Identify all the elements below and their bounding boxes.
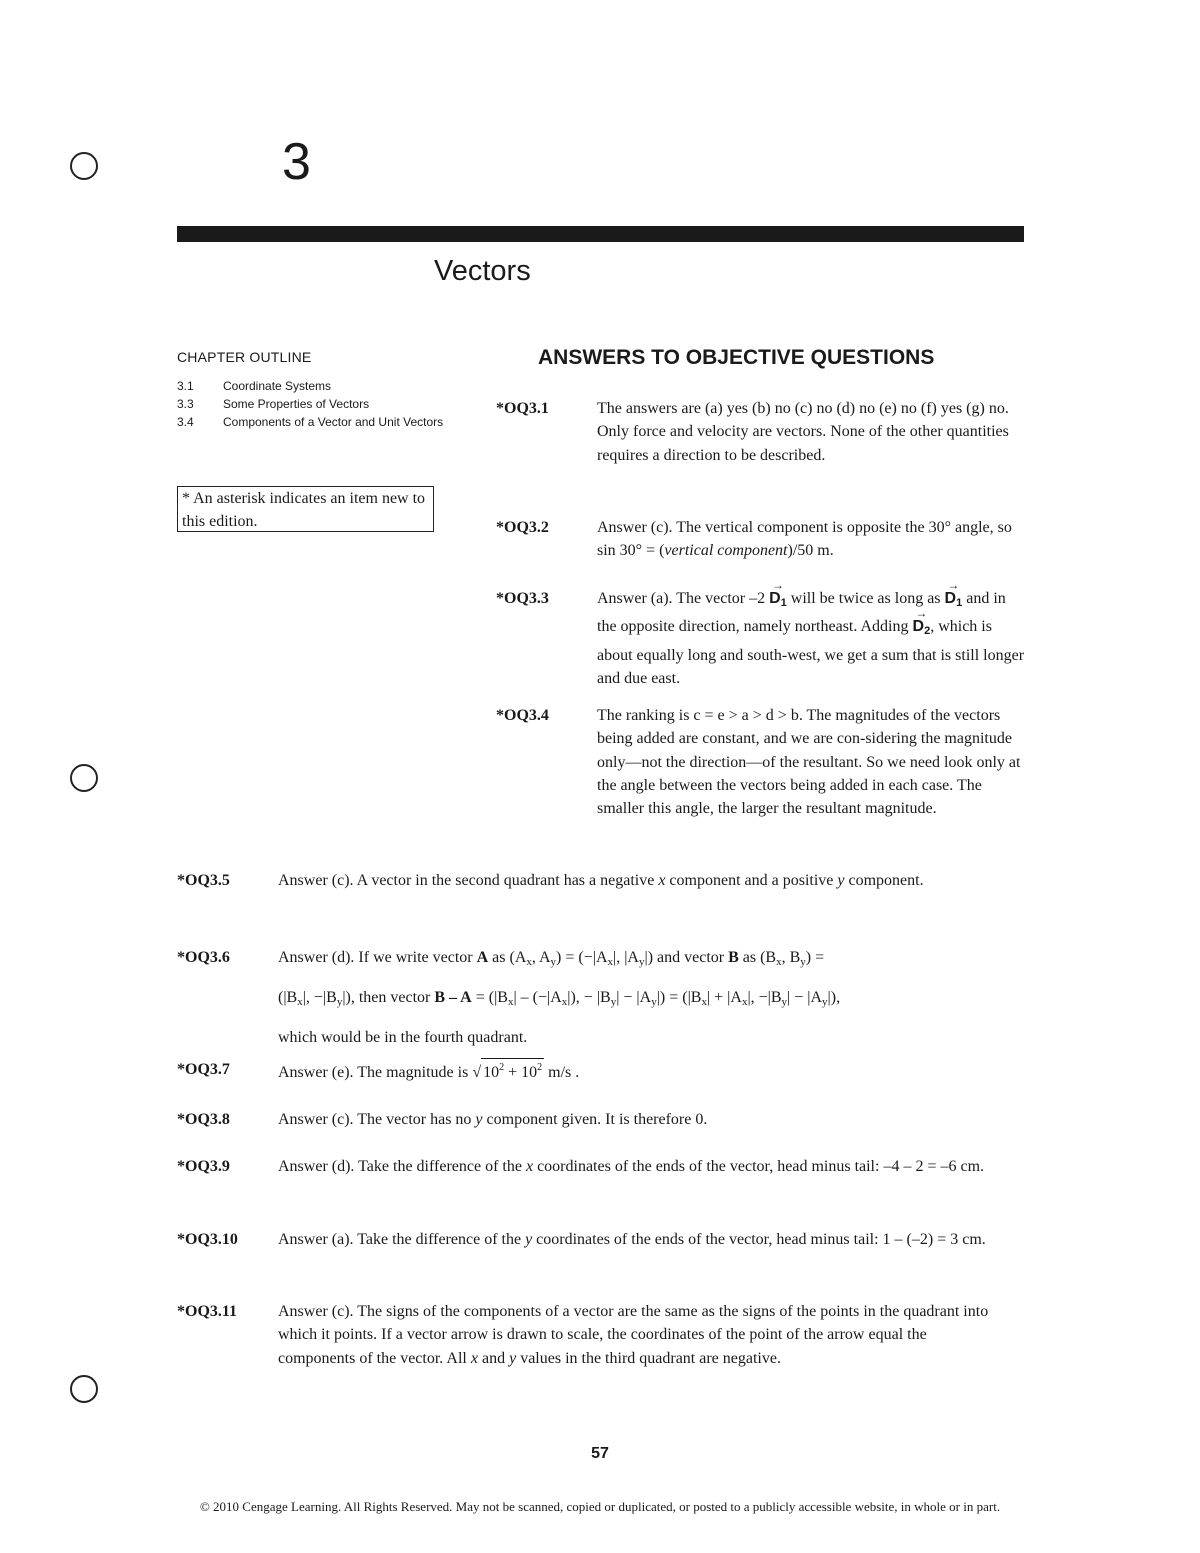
text: Answer (c). A vector in the second quadrant has a negative <box>278 872 655 889</box>
text: coordinates of the ends of the vector, head minus tail: 1 – (–2) = 3 cm. <box>536 1231 986 1248</box>
bold-vector: B – A <box>434 989 472 1006</box>
text: m/s . <box>548 1064 580 1081</box>
text: Answer (a). Take the difference of the <box>278 1231 522 1248</box>
punch-hole-middle <box>70 764 98 792</box>
chapter-title: Vectors <box>434 255 531 287</box>
text: coordinates of the ends of the vector, head minus tail: –4 – 2 = –6 cm. <box>537 1158 985 1175</box>
text: Answer (c). The vector has no <box>278 1111 472 1128</box>
answer-text: The ranking is c = e > a > d > b. The magnitudes of the vectors being added are constant, and we are con-sidering the magnitude only—not the direction—of the resultant. So we need look only at the angle between the vectors being added in each case. The smaller this angle, the larger the resultant magnitude. <box>597 707 1021 818</box>
answer-text <box>278 1108 1038 1131</box>
eq: | − |A <box>616 989 652 1006</box>
section-heading: ANSWERS TO OBJECTIVE QUESTIONS <box>538 346 935 369</box>
question-label: *OQ3.1 <box>496 400 549 417</box>
text: component. <box>848 872 924 889</box>
subscript: y <box>651 996 657 1008</box>
subscript: x <box>297 996 303 1008</box>
italic-variable: x <box>470 1349 478 1367</box>
sqrt-expression <box>481 1058 544 1082</box>
eq: , A <box>531 949 551 966</box>
text: Answer (d). If we write vector <box>278 949 473 966</box>
bold-vector: A <box>476 949 489 966</box>
italic-variable: y <box>837 872 845 889</box>
vector-d1 <box>945 587 963 615</box>
subscript: 1 <box>956 597 963 609</box>
answer-text <box>597 516 1029 563</box>
subscript: x <box>701 996 707 1008</box>
text: values in the third quadrant are negative. <box>520 1349 781 1367</box>
vector-symbol: D <box>769 590 781 607</box>
answer-text <box>278 1155 1038 1178</box>
eq: (B <box>760 949 777 966</box>
text: then vector <box>358 989 431 1006</box>
question-label: *OQ3.8 <box>177 1111 230 1128</box>
text: Answer (d). Take the difference of the <box>278 1158 522 1175</box>
question-label: *OQ3.9 <box>177 1158 230 1175</box>
subscript: x <box>776 956 782 968</box>
text: Answer (e). The magnitude is <box>278 1064 469 1081</box>
chapter-outline <box>177 377 447 431</box>
eq: | – (−|A <box>513 989 562 1006</box>
text: component given. It is therefore 0. <box>486 1111 708 1128</box>
answer-text <box>278 1300 998 1370</box>
eq: , B <box>781 949 801 966</box>
answer-text <box>278 1058 1038 1084</box>
question-label: *OQ3.7 <box>177 1061 230 1078</box>
answer-text <box>597 587 1029 690</box>
text: , which is about equally long and south-west, we get a sum that is still longer and due east. <box>597 618 1025 687</box>
text: will be twice as long as <box>790 590 941 607</box>
superscript: 2 <box>499 1062 505 1073</box>
text: and <box>481 1349 506 1367</box>
eq: (A <box>509 949 527 966</box>
chapter-number: 3 <box>282 133 311 191</box>
question-label: *OQ3.2 <box>496 519 549 536</box>
italic-variable: y <box>525 1231 533 1248</box>
outline-item-number: 3.3 <box>177 397 194 411</box>
vector-d2 <box>913 615 931 643</box>
italic-variable: y <box>475 1111 483 1128</box>
bold-vector: B <box>728 949 739 966</box>
eq: |), <box>342 989 355 1006</box>
equation-b-components <box>760 949 824 966</box>
eq: |, |A <box>613 949 639 966</box>
question-label: *OQ3.6 <box>177 949 230 966</box>
outline-item-number: 3.1 <box>177 379 194 393</box>
eq: + 10 <box>504 1064 538 1081</box>
text: Answer (c). The vertical component is opposite the 30° angle, so sin 30° = ( <box>597 519 1012 560</box>
text: as <box>742 949 757 966</box>
subscript: x <box>507 996 514 1008</box>
subscript: x <box>607 956 614 968</box>
punch-hole-bottom <box>70 1375 98 1403</box>
text: and in the opposite direction, namely northeast. Adding <box>597 590 1006 636</box>
text: and vector <box>657 949 725 966</box>
question-label: *OQ3.3 <box>496 590 549 607</box>
equation-b-abs <box>278 989 355 1006</box>
eq: |) = (|B <box>656 989 702 1006</box>
outline-item <box>177 377 447 395</box>
eq: | + |A <box>706 989 742 1006</box>
eq: ) = <box>805 949 825 966</box>
subscript: 1 <box>780 597 787 609</box>
eq: |, −|B <box>302 989 337 1006</box>
eq: |, −|B <box>747 989 782 1006</box>
text: Answer (a). The vector –2 <box>597 590 766 607</box>
eq: ) = (−|A <box>556 949 608 966</box>
question-label: *OQ3.5 <box>177 872 230 889</box>
superscript: 2 <box>537 1062 543 1073</box>
subscript: x <box>526 956 532 968</box>
outline-heading: CHAPTER OUTLINE <box>177 349 312 365</box>
eq: (|B <box>278 989 298 1006</box>
eq: | − |A <box>787 989 823 1006</box>
italic-text: vertical component <box>664 542 788 560</box>
subscript: y <box>781 996 788 1008</box>
subscript: 2 <box>924 625 931 638</box>
text: )/50 m. <box>787 542 834 560</box>
outline-item-label: Coordinate Systems <box>223 379 332 393</box>
eq: |), <box>827 989 841 1006</box>
subscript: y <box>638 956 645 968</box>
subscript: y <box>336 996 343 1008</box>
text: which would be in the fourth quadrant. <box>278 1029 528 1046</box>
answer-text: The answers are (a) yes (b) no (c) no (d) no (e) no (f) yes (g) no. Only force and velocity are vectors. None of the other quantities requires a direction to be described. <box>597 400 1009 464</box>
question-label: *OQ3.11 <box>177 1303 238 1320</box>
copyright-footer: © 2010 Cengage Learning. All Rights Reserved. May not be scanned, copied or duplicated, or posted to a publicly accessible website, in whole or in part. <box>199 1499 1001 1514</box>
equation-a-components <box>509 949 653 966</box>
sqrt-sign: √ <box>472 1064 482 1081</box>
outline-item <box>177 413 447 431</box>
italic-variable: y <box>509 1349 517 1367</box>
text: as <box>492 949 506 966</box>
asterisk-note: * An asterisk indicates an item new to this edition. <box>177 486 434 532</box>
subscript: y <box>610 996 617 1008</box>
outline-item-label: Components of a Vector and Unit Vectors <box>223 415 444 429</box>
text: component and a positive <box>669 872 834 889</box>
question-label: *OQ3.4 <box>496 707 549 724</box>
eq: 10 <box>483 1064 500 1081</box>
italic-variable: x <box>525 1158 534 1175</box>
chapter-rule <box>177 226 1024 242</box>
outline-item <box>177 395 447 413</box>
vector-d1 <box>769 587 787 615</box>
subscript: y <box>550 956 557 968</box>
subscript: x <box>561 996 568 1008</box>
outline-item-label: Some Properties of Vectors <box>223 397 370 411</box>
subscript: y <box>800 956 806 968</box>
outline-item-number: 3.4 <box>177 415 194 429</box>
question-label: *OQ3.10 <box>177 1231 238 1248</box>
eq: |), − |B <box>567 989 611 1006</box>
equation-b-minus-a <box>476 989 840 1006</box>
subscript: x <box>741 996 748 1008</box>
text: Answer (c). The signs of the components of a vector are the same as the signs of the points in the quadrant into which it points. If a vector arrow is drawn to scale, the coordinates of the point of the arrow equal the components of the vector. All <box>278 1303 989 1367</box>
answer-text <box>278 940 1038 1055</box>
italic-variable: x <box>658 872 666 889</box>
eq: = (|B <box>475 989 508 1006</box>
subscript: y <box>822 996 828 1008</box>
vector-symbol: D <box>944 590 957 607</box>
page-number: 57 <box>591 1445 609 1462</box>
answer-text <box>278 869 1038 892</box>
vector-symbol: D <box>912 618 925 636</box>
eq: |) <box>644 949 654 966</box>
punch-hole-top <box>70 152 98 180</box>
answer-text <box>278 1228 1038 1251</box>
